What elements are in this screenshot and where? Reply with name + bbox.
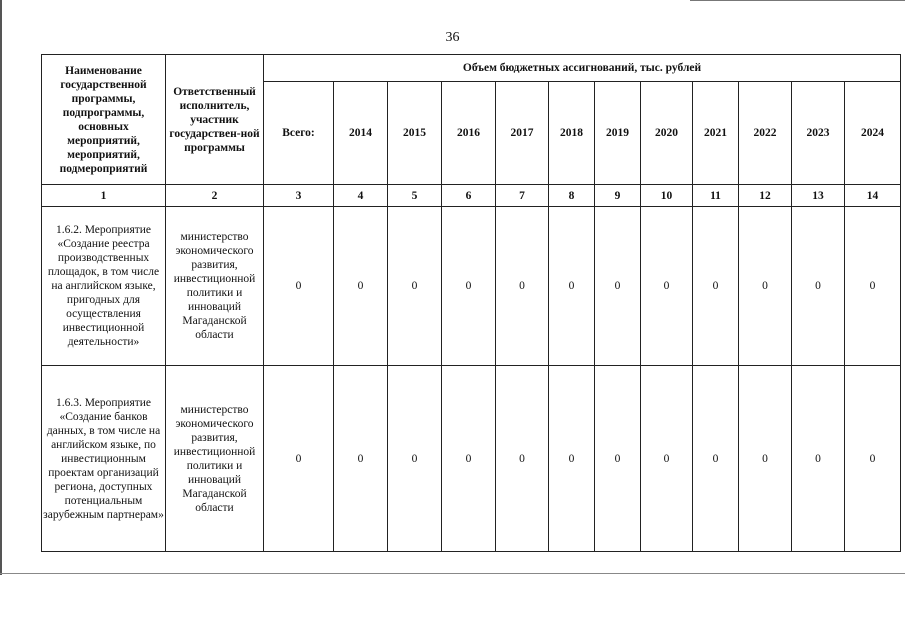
page-left-edge	[0, 0, 2, 575]
column-number: 9	[595, 185, 641, 207]
value-cell: 0	[641, 366, 693, 552]
header-year: 2017	[496, 82, 549, 185]
header-year: 2018	[549, 82, 595, 185]
value-total: 0	[264, 207, 334, 366]
budget-table	[41, 54, 901, 552]
header-year: 2024	[845, 82, 901, 185]
header-year: 2020	[641, 82, 693, 185]
value-cell: 0	[334, 207, 388, 366]
value-cell: 0	[792, 366, 845, 552]
header-volume: Объем бюджетных ассигнований, тыс. рублей	[264, 55, 901, 82]
value-cell: 0	[388, 207, 442, 366]
column-number: 10	[641, 185, 693, 207]
value-cell: 0	[739, 207, 792, 366]
header-year: 2015	[388, 82, 442, 185]
value-cell: 0	[442, 366, 496, 552]
column-number: 12	[739, 185, 792, 207]
responsible-executor: министерство экономического развития, инвестиционной политики и инноваций Магаданской области	[166, 366, 264, 552]
value-cell: 0	[845, 366, 901, 552]
column-number: 6	[442, 185, 496, 207]
bottom-rule	[0, 573, 905, 574]
value-cell: 0	[442, 207, 496, 366]
header-year: 2016	[442, 82, 496, 185]
table-row	[42, 366, 901, 552]
value-cell: 0	[388, 366, 442, 552]
value-cell: 0	[496, 366, 549, 552]
value-cell: 0	[641, 207, 693, 366]
value-cell: 0	[595, 366, 641, 552]
table-row	[42, 207, 901, 366]
header-year: 2014	[334, 82, 388, 185]
value-cell: 0	[693, 366, 739, 552]
header-year: 2019	[595, 82, 641, 185]
header-year: 2021	[693, 82, 739, 185]
value-cell: 0	[693, 207, 739, 366]
column-number: 11	[693, 185, 739, 207]
header-row-top	[42, 55, 901, 82]
value-cell: 0	[739, 366, 792, 552]
header-year: 2023	[792, 82, 845, 185]
value-cell: 0	[549, 366, 595, 552]
page-number: 36	[445, 30, 460, 45]
header-total: Всего:	[264, 82, 334, 185]
header-responsible: Ответственный исполнитель, участник государствен-ной программы	[166, 55, 264, 185]
value-cell: 0	[334, 366, 388, 552]
value-cell: 0	[595, 207, 641, 366]
value-cell: 0	[845, 207, 901, 366]
header-name: Наименование государственной программы, подпрограммы, основных мероприятий, мероприятий, подмероприятий	[42, 55, 166, 185]
column-number: 3	[264, 185, 334, 207]
column-number: 13	[792, 185, 845, 207]
column-number: 4	[334, 185, 388, 207]
column-number: 8	[549, 185, 595, 207]
column-number: 1	[42, 185, 166, 207]
activity-name: 1.6.3. Мероприятие «Создание банков данных, в том числе на английском языке, по инвестиционным проектам организаций региона, доступных потенциальным зарубежным партнерам»	[42, 366, 166, 552]
column-number-row	[42, 185, 901, 207]
value-cell: 0	[549, 207, 595, 366]
activity-name: 1.6.2. Мероприятие «Создание реестра производственных площадок, в том числе на английском языке, пригодных для осуществления инвестиционной деятельности»	[42, 207, 166, 366]
column-number: 7	[496, 185, 549, 207]
column-number: 2	[166, 185, 264, 207]
column-number: 5	[388, 185, 442, 207]
value-cell: 0	[496, 207, 549, 366]
value-total: 0	[264, 366, 334, 552]
header-year: 2022	[739, 82, 792, 185]
top-rule	[690, 0, 905, 1]
value-cell: 0	[792, 207, 845, 366]
column-number: 14	[845, 185, 901, 207]
responsible-executor: министерство экономического развития, инвестиционной политики и инноваций Магаданской области	[166, 207, 264, 366]
